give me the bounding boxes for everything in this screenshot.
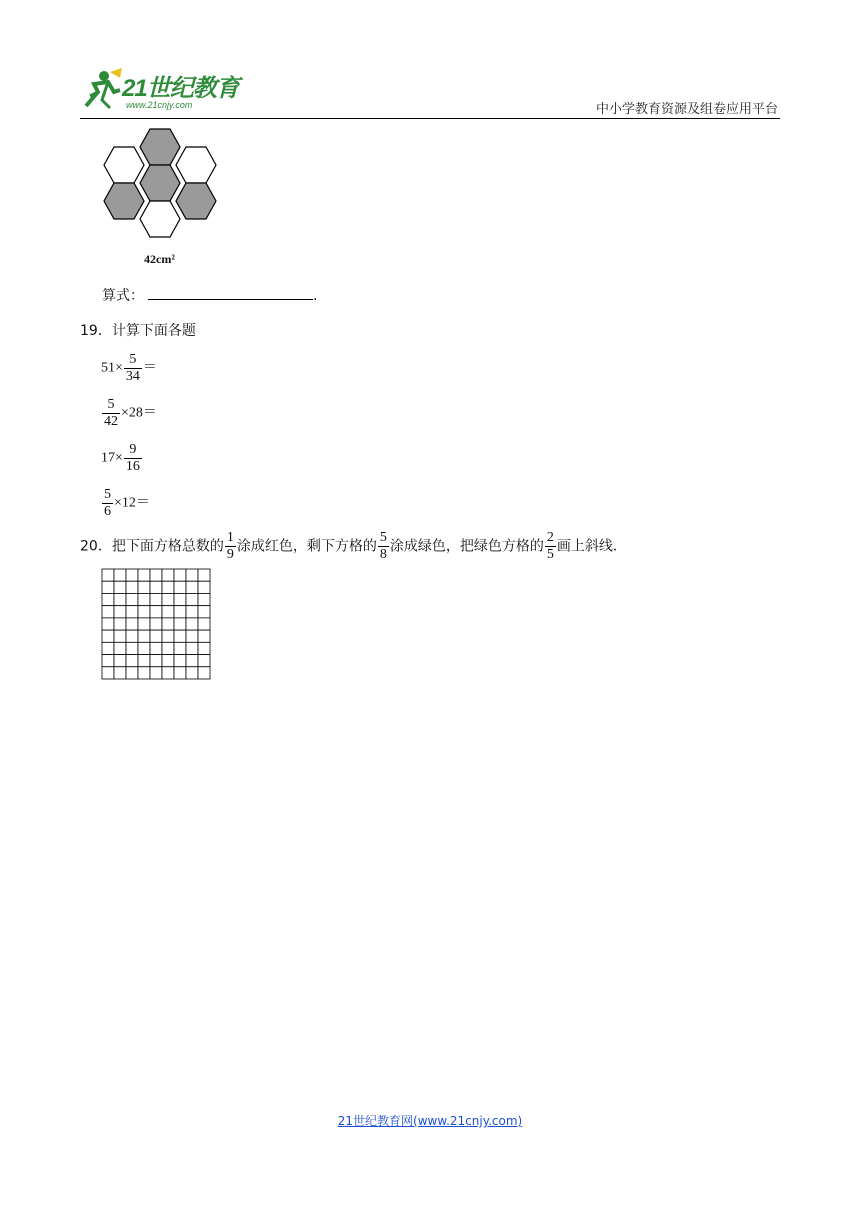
- grid-cell[interactable]: [138, 667, 150, 679]
- question-text: 计算下面各题: [111, 323, 196, 339]
- calc-item-3: [101, 442, 143, 475]
- grid-cell[interactable]: [174, 667, 186, 679]
- calc-prefix: 17×: [101, 450, 123, 466]
- grid-cell[interactable]: [174, 655, 186, 667]
- hexagon-shaded: [140, 129, 180, 165]
- grid-cell[interactable]: [198, 618, 210, 630]
- grid-cell[interactable]: [138, 606, 150, 618]
- grid-cell[interactable]: [102, 606, 114, 618]
- grid-cell[interactable]: [138, 593, 150, 605]
- grid-cell[interactable]: [126, 630, 138, 642]
- question-20: [80, 530, 627, 563]
- question-19-title: [80, 320, 196, 340]
- grid-cell[interactable]: [138, 581, 150, 593]
- grid-cell[interactable]: [126, 581, 138, 593]
- fraction: $\frac{5}{42}$: [104, 397, 118, 429]
- answer-blank[interactable]: [148, 287, 313, 300]
- fraction: $\frac{2}{5}$: [546, 530, 554, 562]
- grid-cell[interactable]: [162, 655, 174, 667]
- square-grid: [101, 568, 211, 684]
- grid-cell[interactable]: [162, 642, 174, 654]
- grid-cell[interactable]: [150, 593, 162, 605]
- grid-cell[interactable]: [198, 630, 210, 642]
- header-divider: [80, 118, 780, 119]
- grid-cell[interactable]: [102, 655, 114, 667]
- grid-cell[interactable]: [198, 667, 210, 679]
- grid-cell[interactable]: [150, 630, 162, 642]
- grid-cell[interactable]: [126, 593, 138, 605]
- grid-cell[interactable]: [138, 618, 150, 630]
- fraction: $\frac{9}{16}$: [125, 442, 140, 474]
- grid-cell[interactable]: [174, 642, 186, 654]
- grid-cell[interactable]: [174, 569, 186, 581]
- logo-url: www.21cnjy.com: [126, 100, 193, 110]
- grid-cell[interactable]: [102, 593, 114, 605]
- grid-cell[interactable]: [186, 655, 198, 667]
- fraction: $\frac{5}{6}$: [104, 487, 111, 519]
- grid-cell[interactable]: [114, 618, 126, 630]
- question-text: 涂成绿色，把绿色方格的: [389, 538, 544, 555]
- question-number: 20．: [80, 538, 112, 555]
- question-text: 把下面方格总数的: [111, 538, 224, 555]
- grid-cell[interactable]: [186, 569, 198, 581]
- grid-cell[interactable]: [102, 642, 114, 654]
- fraction: $\frac{5}{8}$: [379, 530, 387, 562]
- grid-cell[interactable]: [162, 569, 174, 581]
- grid-cell[interactable]: [114, 642, 126, 654]
- grid-cell[interactable]: [138, 655, 150, 667]
- grid-cell[interactable]: [102, 630, 114, 642]
- footer-link[interactable]: 21世纪教育网(www.21cnjy.com): [337, 1114, 523, 1128]
- grid-cell[interactable]: [198, 642, 210, 654]
- grid-cell[interactable]: [138, 630, 150, 642]
- grid-cell[interactable]: [162, 667, 174, 679]
- site-logo: [80, 66, 250, 116]
- grid-cell[interactable]: [126, 618, 138, 630]
- grid-cell[interactable]: [114, 667, 126, 679]
- grid-cell[interactable]: [150, 667, 162, 679]
- grid-cell[interactable]: [162, 606, 174, 618]
- calc-suffix: ×12＝: [114, 495, 150, 511]
- grid-cell[interactable]: [150, 606, 162, 618]
- grid-cell[interactable]: [162, 618, 174, 630]
- fraction: $\frac{1}{9}$: [226, 530, 234, 562]
- grid-cell[interactable]: [138, 642, 150, 654]
- fraction: $\frac{5}{34}$: [125, 352, 140, 384]
- grid-cell[interactable]: [150, 581, 162, 593]
- grid-cell[interactable]: [186, 630, 198, 642]
- question-number: 19．: [80, 323, 112, 339]
- calc-suffix: ＝: [142, 360, 157, 376]
- hexagon-shaded: [140, 165, 180, 201]
- formula-label: 算式：: [102, 288, 144, 304]
- grid-cell[interactable]: [126, 655, 138, 667]
- grid-cell[interactable]: [186, 606, 198, 618]
- question-text: 涂成红色，剩下方格的: [236, 538, 377, 555]
- formula-end: .: [313, 288, 318, 304]
- grid-cell[interactable]: [126, 606, 138, 618]
- hexagon-white: [104, 147, 144, 183]
- grid-cell[interactable]: [150, 655, 162, 667]
- grid-cell[interactable]: [102, 569, 114, 581]
- grid-cell[interactable]: [114, 593, 126, 605]
- grid-cell[interactable]: [150, 642, 162, 654]
- grid-cell[interactable]: [174, 630, 186, 642]
- calc-suffix: ×28＝: [121, 405, 157, 421]
- platform-name: 中小学教育资源及组卷应用平台: [595, 102, 778, 117]
- grid-cell[interactable]: [114, 630, 126, 642]
- grid-cell[interactable]: [114, 606, 126, 618]
- hexagon-white: [140, 201, 180, 237]
- grid-cell[interactable]: [102, 581, 114, 593]
- grid-cell[interactable]: [162, 630, 174, 642]
- grid-cell[interactable]: [162, 581, 174, 593]
- grid-cell[interactable]: [186, 667, 198, 679]
- grid-cell[interactable]: [126, 642, 138, 654]
- grid-cell[interactable]: [174, 581, 186, 593]
- hexagon-shaded: [176, 183, 216, 219]
- grid-cell[interactable]: [186, 618, 198, 630]
- grid-cell[interactable]: [198, 593, 210, 605]
- grid-cell[interactable]: [198, 606, 210, 618]
- grid-cell[interactable]: [102, 667, 114, 679]
- formula-line: [102, 285, 317, 305]
- question-text: 画上斜线．: [556, 538, 627, 555]
- grid-cell[interactable]: [186, 593, 198, 605]
- grid-cell[interactable]: [102, 618, 114, 630]
- grid-cell[interactable]: [126, 569, 138, 581]
- grid-cell[interactable]: [138, 569, 150, 581]
- grid-cell[interactable]: [198, 569, 210, 581]
- calc-item-1: [101, 352, 157, 385]
- grid-cell[interactable]: [174, 618, 186, 630]
- grid-cell[interactable]: [114, 569, 126, 581]
- hexagon-white: [176, 147, 216, 183]
- page-footer: [0, 1112, 860, 1129]
- hexagon-shaded: [104, 183, 144, 219]
- grid-cell[interactable]: [174, 593, 186, 605]
- page-header: [80, 62, 780, 120]
- calc-prefix: 51×: [101, 360, 123, 376]
- hexagon-figure: [100, 125, 230, 279]
- grid-cell[interactable]: [126, 667, 138, 679]
- grid-cell[interactable]: [174, 606, 186, 618]
- grid-cell[interactable]: [198, 655, 210, 667]
- grid-cell[interactable]: [162, 593, 174, 605]
- calc-item-2: [101, 397, 157, 430]
- grid-cell[interactable]: [198, 581, 210, 593]
- grid-cell[interactable]: [150, 618, 162, 630]
- grid-cell[interactable]: [114, 581, 126, 593]
- grid-cell[interactable]: [150, 569, 162, 581]
- grid-cell[interactable]: [114, 655, 126, 667]
- grid-cell[interactable]: [186, 642, 198, 654]
- runner-logo-icon: [80, 66, 124, 112]
- calc-item-4: [101, 487, 150, 520]
- logo-title: 21世纪教育: [122, 75, 239, 102]
- grid-cell[interactable]: [186, 581, 198, 593]
- figure-area-label: 42cm²: [144, 252, 175, 266]
